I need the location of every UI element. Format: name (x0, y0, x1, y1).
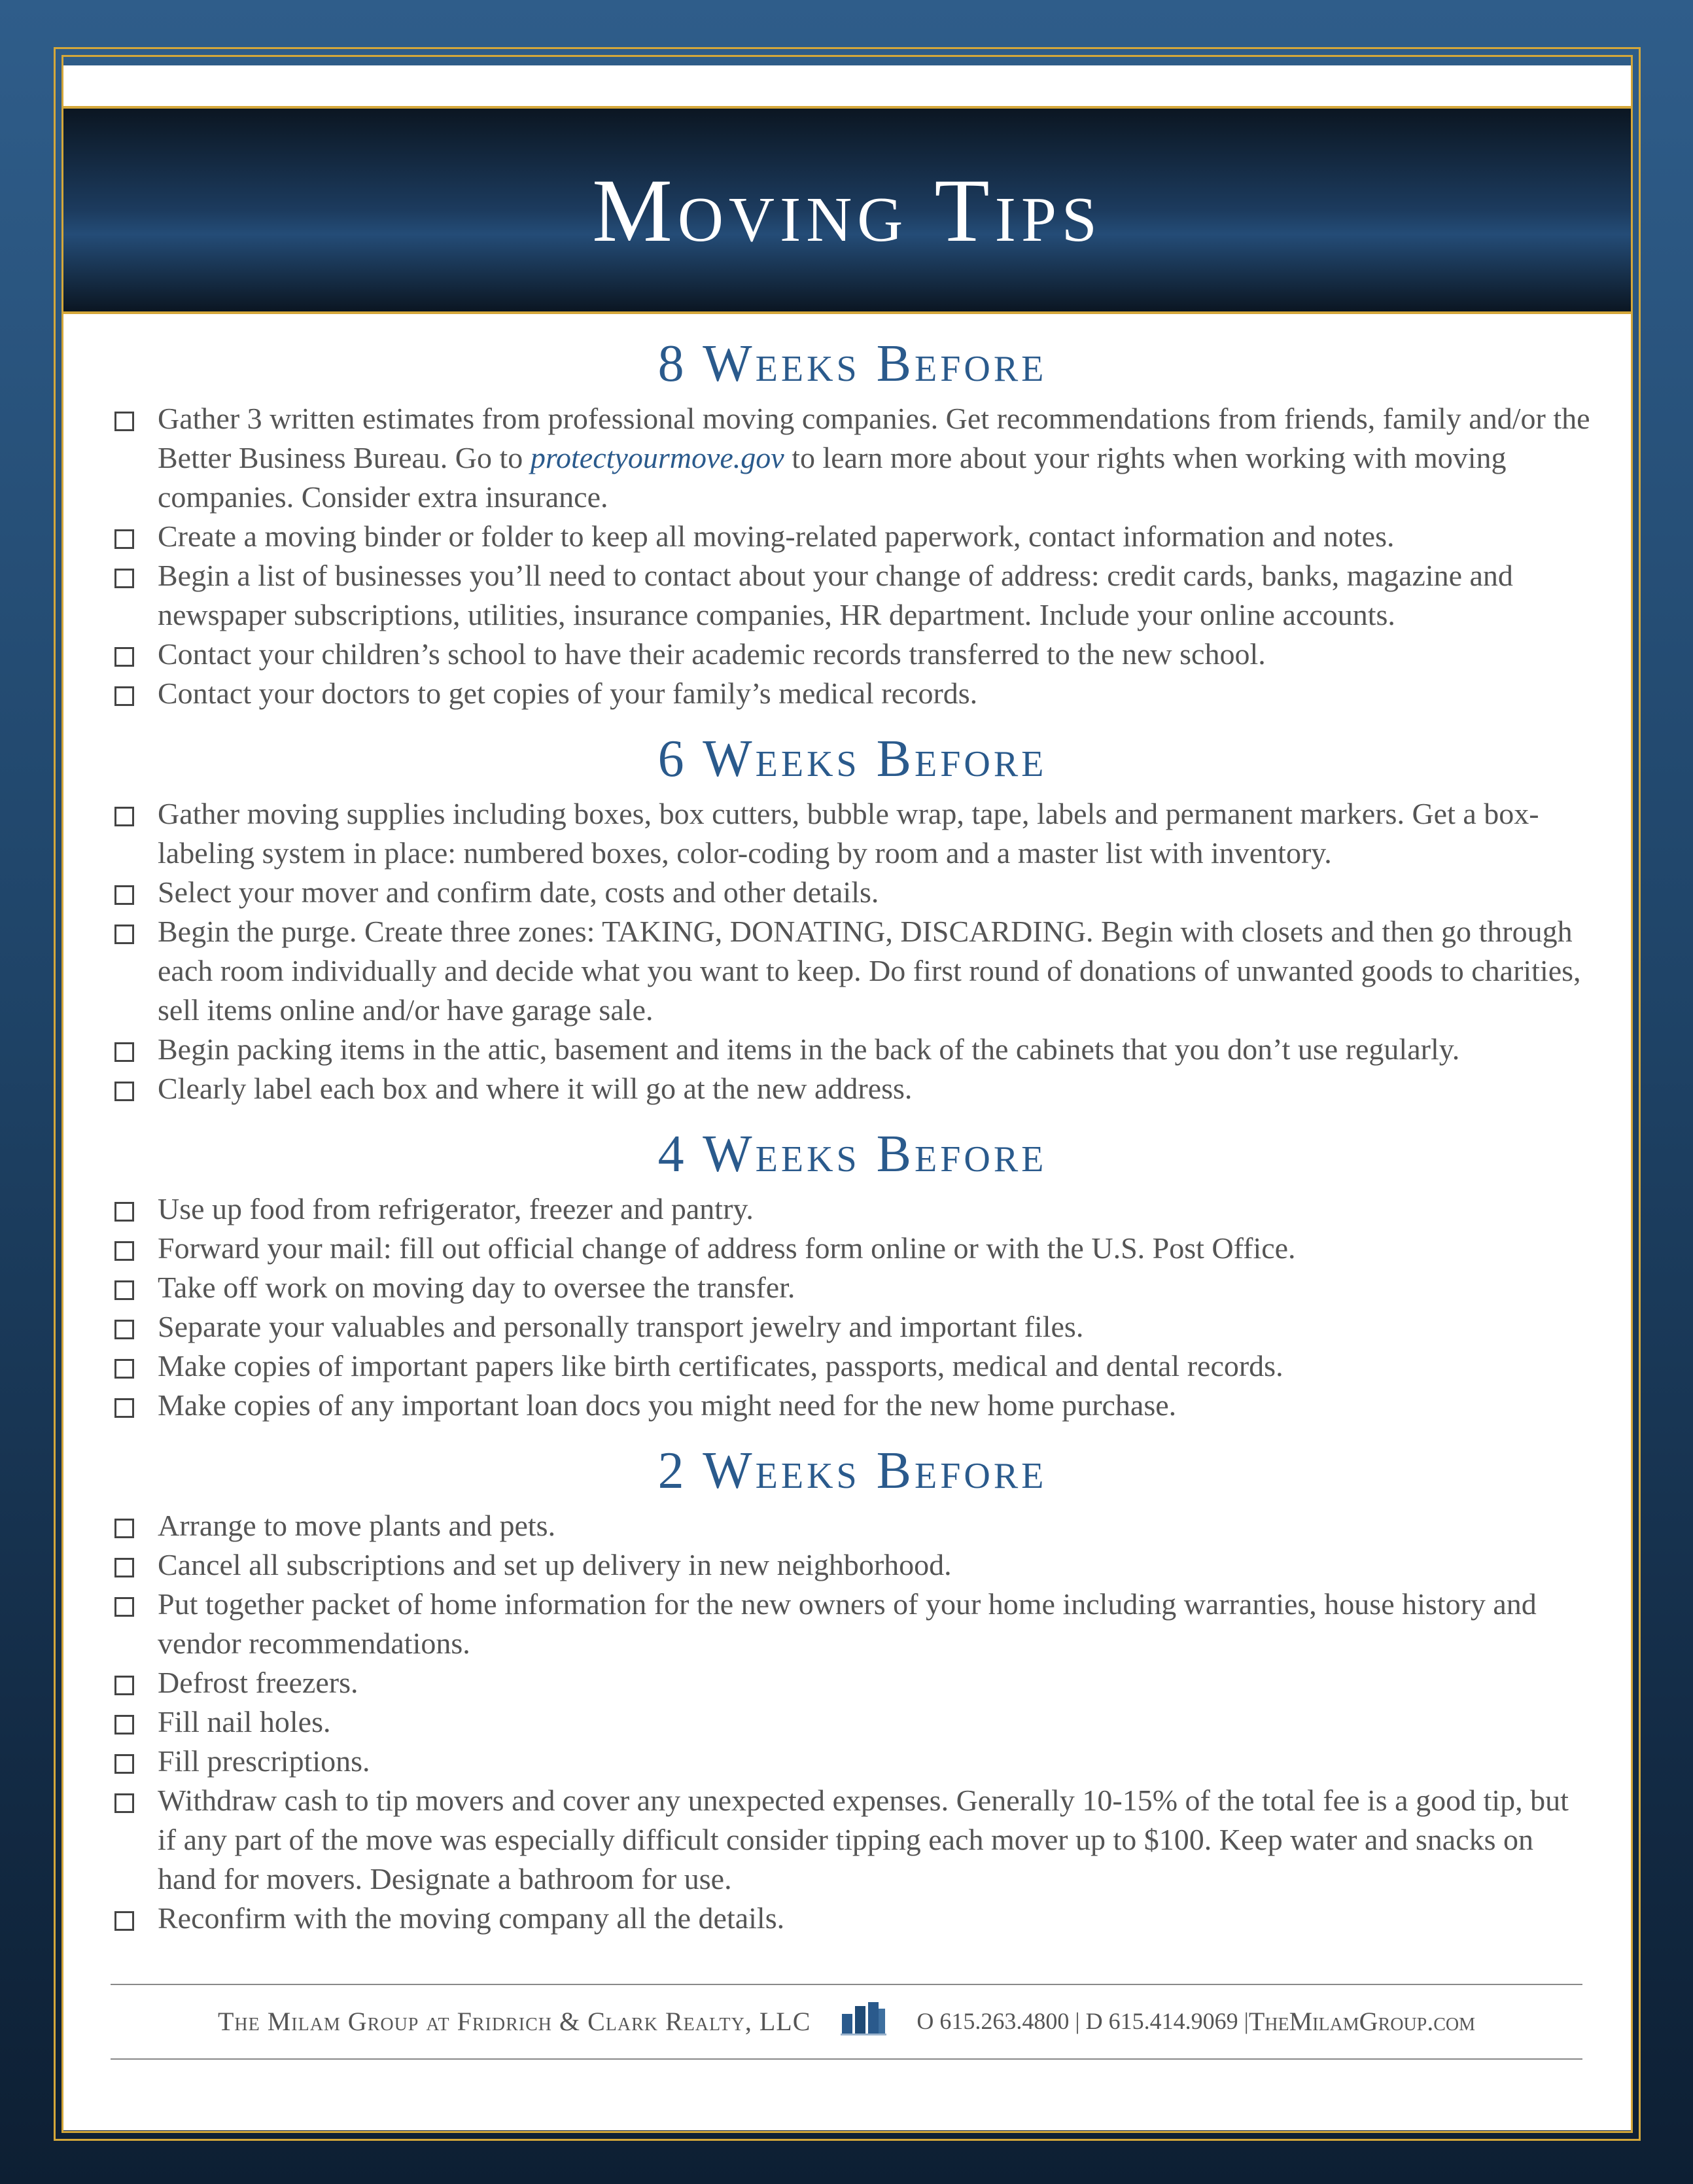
checkbox[interactable] (114, 686, 134, 706)
checklist (111, 1189, 1594, 1425)
checklist-item (111, 1585, 1594, 1663)
checklist-item (111, 1545, 1594, 1585)
checkbox[interactable] (114, 1597, 134, 1617)
checkbox[interactable] (114, 569, 134, 588)
checklist-item (111, 1347, 1594, 1386)
item-text: Separate your valuables and personally transport jewelry and important files. (158, 1310, 1084, 1343)
item-text: Use up food from refrigerator, freezer and pantry. (158, 1192, 754, 1225)
checkbox[interactable] (114, 1202, 134, 1222)
section-heading: 8 Weeks Before (657, 335, 1047, 393)
item-text: Create a moving binder or folder to keep all moving-related paperwork, contact information and notes. (158, 520, 1395, 553)
item-text: Arrange to move plants and pets. (158, 1509, 556, 1542)
checklist-item (111, 1386, 1594, 1425)
checklist-item (111, 517, 1594, 556)
checklist-item (111, 1506, 1594, 1545)
item-text: Make copies of important papers like birth certificates, passports, medical and dental records. (158, 1349, 1283, 1383)
building-logo-icon (841, 2001, 886, 2042)
checkbox[interactable] (114, 1558, 134, 1577)
checklist-item (111, 1069, 1594, 1108)
item-text: Fill nail holes. (158, 1705, 331, 1738)
item-text: Cancel all subscriptions and set up delivery in new neighborhood. (158, 1548, 952, 1581)
item-text: Select your mover and confirm date, costs and other details. (158, 875, 879, 909)
checklist-item (111, 1663, 1594, 1702)
footer-bottom-rule (111, 2058, 1582, 2060)
checkbox[interactable] (114, 1793, 134, 1813)
checkbox[interactable] (114, 1519, 134, 1538)
page (63, 65, 1631, 2130)
item-text: Clearly label each box and where it will go at the new address. (158, 1072, 913, 1105)
checklist-item (111, 399, 1594, 517)
item-text: Reconfirm with the moving company all the details. (158, 1901, 785, 1935)
section-heading: 4 Weeks Before (657, 1125, 1047, 1183)
checkbox[interactable] (114, 412, 134, 431)
item-text: Make copies of any important loan docs you might need for the new home purchase. (158, 1388, 1177, 1422)
checklist-item (111, 1781, 1594, 1899)
checklist-item (111, 674, 1594, 713)
checklist-item (111, 912, 1594, 1030)
item-text: Put together packet of home information for the new owners of your home including warranties, house history and vendor recommendations. (158, 1587, 1537, 1660)
footer-website[interactable]: TheMilamGroup.com (1248, 2006, 1476, 2036)
checklist-item (111, 873, 1594, 912)
checkbox[interactable] (114, 885, 134, 905)
item-text: Withdraw cash to tip movers and cover any unexpected expenses. Generally 10-15% of the total fee is a good tip, but if any part of the move was especially difficult consider tipping each mover up to $100. Keep water and snacks on hand for movers. Designate a bathroom for use. (158, 1784, 1569, 1895)
item-text: Forward your mail: fill out official change of address form online or with the U.S. Post Office. (158, 1231, 1296, 1265)
checkbox[interactable] (114, 1042, 134, 1062)
checkbox[interactable] (114, 1754, 134, 1774)
item-text: Contact your children’s school to have their academic records transferred to the new school. (158, 637, 1266, 671)
item-text: Fill prescriptions. (158, 1744, 370, 1778)
item-text: Gather 3 written estimates from professional moving companies. Get recommendations from friends, family and/or the Better Business Bureau. Go to (158, 402, 1590, 474)
checkbox[interactable] (114, 1359, 134, 1379)
footer-company: The Milam Group at Fridrich & Clark Realty, LLC (217, 2006, 811, 2036)
item-text: Gather moving supplies including boxes, box cutters, bubble wrap, tape, labels and permanent markers. Get a box-labeling system in place: numbered boxes, color-coding by room and a master list with inventory. (158, 797, 1539, 870)
checklist-content (111, 332, 1594, 1938)
checkbox[interactable] (114, 1320, 134, 1339)
footer-top-rule (111, 1984, 1582, 1985)
item-text: Begin packing items in the attic, basement and items in the back of the cabinets that you don’t use regularly. (158, 1032, 1460, 1066)
title-banner (63, 106, 1631, 314)
checkbox[interactable] (114, 529, 134, 549)
item-text: to learn more about your rights when working with moving companies. Consider extra insurance. (158, 441, 1507, 514)
checklist-item (111, 1702, 1594, 1742)
section-heading: 2 Weeks Before (657, 1442, 1047, 1500)
item-text: Defrost freezers. (158, 1666, 358, 1699)
checkbox[interactable] (114, 1082, 134, 1101)
checkbox[interactable] (114, 1911, 134, 1931)
checklist-item (111, 1899, 1594, 1938)
footer-contact: O 615.263.4800 | D 615.414.9069 | (916, 2008, 1249, 2034)
checkbox[interactable] (114, 925, 134, 944)
item-text: Contact your doctors to get copies of your family’s medical records. (158, 677, 978, 710)
checklist-item (111, 1307, 1594, 1347)
checklist-item (111, 794, 1594, 873)
checklist-item (111, 1268, 1594, 1307)
checklist (111, 399, 1594, 713)
checkbox[interactable] (114, 1715, 134, 1735)
item-text: Take off work on moving day to oversee the transfer. (158, 1271, 795, 1304)
section-heading: 6 Weeks Before (657, 730, 1047, 788)
checklist (111, 794, 1594, 1108)
checklist-item (111, 1030, 1594, 1069)
checklist-item (111, 1229, 1594, 1268)
checklist-item (111, 635, 1594, 674)
checkbox[interactable] (114, 1241, 134, 1261)
checkbox[interactable] (114, 807, 134, 826)
checkbox[interactable] (114, 1398, 134, 1418)
checklist-item (111, 556, 1594, 635)
checklist-item (111, 1189, 1594, 1229)
item-text: Begin a list of businesses you’ll need to contact about your change of address: credit cards, banks, magazine and newspaper subscriptions, utilities, insurance companies, HR department. Include your online accounts. (158, 559, 1513, 631)
footer (111, 1993, 1582, 2049)
checklist (111, 1506, 1594, 1938)
page-title: Moving Tips (592, 160, 1102, 260)
checklist-item (111, 1742, 1594, 1781)
protectyourmove-link[interactable]: protectyourmove.gov (530, 441, 784, 474)
item-text: Begin the purge. Create three zones: TAKING, DONATING, DISCARDING. Begin with closets and then go through each room individually and decide what you want to keep. Do first round of donations of unwanted goods to charities, sell items online and/or have garage sale. (158, 915, 1581, 1027)
checkbox[interactable] (114, 1676, 134, 1695)
checkbox[interactable] (114, 647, 134, 667)
checkbox[interactable] (114, 1280, 134, 1300)
